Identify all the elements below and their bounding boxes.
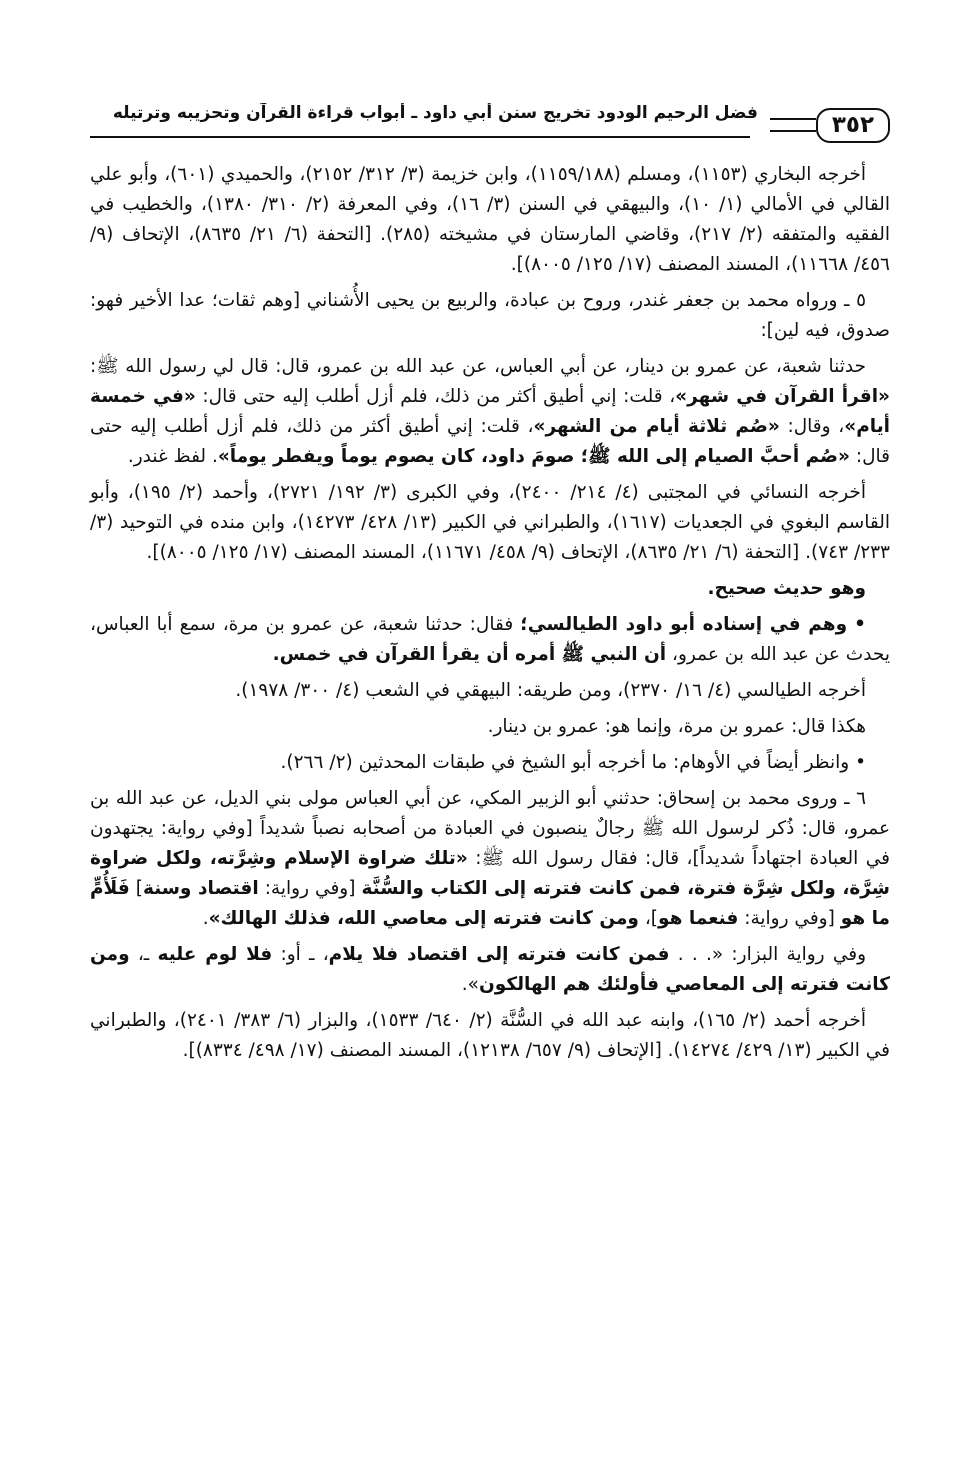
hadith-text: ] bbox=[129, 878, 143, 899]
paragraph-riwaya-6 bbox=[90, 784, 890, 934]
hadith-text: [وفي رواية: bbox=[738, 908, 841, 929]
paragraph-hadith-text bbox=[90, 352, 890, 472]
hadith-text: ـ، bbox=[129, 944, 158, 965]
hadith-quote: فَلَأُمٍّ ما هو bbox=[90, 878, 890, 929]
hadith-text: [وفي رواية: bbox=[258, 878, 362, 899]
hadith-quote: «في خمسة أيام» bbox=[90, 386, 891, 437]
hadith-quote: ومن كانت فترته إلى معاصي الله، فذلك الهالك» bbox=[208, 908, 639, 929]
hadith-quote: «صُم أحبَّ الصيام إلى الله ﷺ؛ صومَ داود، كان يصوم يوماً ويفطر يوماً» bbox=[217, 446, 850, 467]
header-divider bbox=[90, 136, 750, 138]
hadith-text: ، وقال: bbox=[779, 416, 845, 437]
hadith-quote: ومن كانت فترته إلى المعاصي فأولئك هم الهالكون bbox=[90, 944, 890, 995]
running-title: فضل الرحيم الودود تخريج سنن أبي داود ـ أبواب قراءة القرآن وتحزيبه وترتيله bbox=[112, 103, 758, 123]
hadith-quote: «صُم ثلاثة أيام من الشهر» bbox=[533, 416, 780, 437]
hadith-text: . bbox=[202, 908, 209, 929]
paragraph-see-also: • وانظر أيضاً في الأوهام: ما أخرجه أبو الشيخ في طبقات المحدثين (٢/ ٢٦٦). bbox=[280, 752, 866, 773]
paragraph-takhrij-1: أخرجه البخاري (١١٥٣)، ومسلم (١١٥٩/١٨٨)، وابن خزيمة (٣/ ٣١٢/ ٢١٥٢)، والحميدي (٦٠١)، وأبو علي القالي في الأمالي (١/ ١٠)، والبيهقي في السنن (٣/ ١٦)، وفي المعرفة (٢/ ٣١٠/ ١٣٨٠)، والخطيب في الفقيه والمتفقه (٢/ ٢١٧)، وقاضي المارستان في مشيخته (٢٨٥). [التحفة (٦/ ٢١/ ٨٦٣٥)، الإتحاف (٩/ ٤٥٦/ ١١٦٦٨)، المسند المصنف (١٧/ ١٢٥/ ٨٠٠٥)]. bbox=[90, 164, 891, 275]
hadith-text: ، ـ أو: bbox=[272, 944, 329, 965]
page-number-frame bbox=[766, 108, 890, 143]
wahm-quote: أن النبي ﷺ أمره أن يقرأ القرآن في خمس. bbox=[272, 644, 667, 665]
hadith-quote: اقتصاد وسنة bbox=[142, 878, 259, 899]
paragraph-wahm bbox=[90, 610, 890, 670]
hadith-quote: «اقرأ القرآن في شهر» bbox=[675, 386, 891, 407]
paragraph-takhrij-3: أخرجه الطيالسي (٤/ ١٦/ ٢٣٧٠)، ومن طريقه: البيهقي في الشعب (٤/ ٣٠٠/ ١٩٧٨). bbox=[235, 680, 866, 701]
hadith-text: ، قلت: إني أطيق أكثر من ذلك، فلم أزل أطلب إليه حتى قال: bbox=[90, 416, 890, 467]
wahm-heading: وهم في إسناده أبو داود الطيالسي؛ bbox=[520, 614, 848, 635]
page-number: ٣٥٢ bbox=[816, 108, 890, 143]
paragraph-verdict: وهو حديث صحيح. bbox=[707, 578, 866, 599]
hadith-text: ، قلت: إني أطيق أكثر من ذلك، فلم أزل أطلب إليه حتى قال: bbox=[195, 386, 676, 407]
bullet-mark: • bbox=[854, 614, 866, 635]
hadith-quote: فلا لوم عليه bbox=[157, 944, 273, 965]
page-number-ornament bbox=[770, 118, 816, 132]
main-text bbox=[90, 160, 890, 1072]
bazzar-intro: وفي رواية البزار: «. . . bbox=[669, 944, 867, 965]
paragraph-takhrij-2: أخرجه النسائي في المجتبى (٤/ ٢١٤/ ٢٤٠٠)، وفي الكبرى (٣/ ١٩٢/ ٢٧٢١)، وأحمد (٢/ ١٩٥)، وأبو القاسم البغوي في الجعديات (١٦١٧)، والطبراني في الكبير (١٣/ ٤٢٨/ ١٤٢٧٣)، وابن منده في التوحيد (٣/ ٢٣٣/ ٧٤٣). [التحفة (٦/ ٢١/ ٨٦٣٥)، الإتحاف (٩/ ٤٥٨/ ١١٦٧١)، المسند المصنف (١٧/ ١٢٥/ ٨٠٠٥)]. bbox=[90, 482, 890, 563]
hadith-text: ]، bbox=[638, 908, 659, 929]
paragraph-note: هكذا قال: عمرو بن مرة، وإنما هو: عمرو بن دينار. bbox=[487, 716, 866, 737]
hadith-chain: ٦ ـ وروى محمد بن إسحاق: حدثني أبو الزبير المكي، عن أبي العباس مولى بني الديل، عن عبد الله بن عمرو، قال: ذُكر لرسول الله ﷺ رجالٌ ينصبون في العبادة من أصحابه نصباً شديداً [وفي رواية: يجتهدون في العبادة اجتهاداً شديداً]، قال: فقال رسول الله ﷺ: bbox=[90, 788, 890, 869]
wahm-text: فقال: حدثنا شعبة، عن عمرو بن مرة، سمع أبا العباس، يحدث عن عبد الله بن عمرو، bbox=[90, 614, 890, 665]
hadith-chain: حدثنا شعبة، عن عمرو بن دينار، عن أبي العباس، عن عبد الله بن عمرو، قال: قال لي رسول الله ﷺ: bbox=[90, 356, 866, 377]
hadith-text: ». bbox=[461, 974, 479, 995]
hadith-quote: فمن كانت فترته إلى اقتصاد فلا يلام bbox=[328, 944, 670, 965]
hadith-text: . لفظ غندر. bbox=[127, 446, 218, 467]
page-header bbox=[90, 96, 890, 154]
paragraph-riwaya-5: ٥ ـ ورواه محمد بن جعفر غندر، وروح بن عبادة، والربيع بن يحيى الأُشناني [وهم ثقات؛ عدا الأخير فهو: صدوق، فيه لين]: bbox=[90, 290, 890, 341]
paragraph-takhrij-4: أخرجه أحمد (٢/ ١٦٥)، وابنه عبد الله في السُّنَّة (٢/ ٦٤٠/ ١٥٣٣)، والبزار (٦/ ٣٨٣/ ٢٤٠١)، والطبراني في الكبير (١٣/ ٤٢٩/ ١٤٢٧٤). [الإتحاف (٩/ ٦٥٧/ ١٢١٣٨)، المسند المصنف (١٧/ ٤٩٨/ ٨٣٣٤)]. bbox=[90, 1010, 890, 1061]
hadith-quote: «تلك ضراوة الإسلام وشِرَّته، ولكل ضراوة شِرَّة، ولكل شِرَّة فترة، فمن كانت فترته إلى الكتاب والسُّنَّة bbox=[90, 848, 890, 899]
hadith-quote: فنعما هو bbox=[658, 908, 739, 929]
paragraph-bazzar bbox=[90, 940, 890, 1000]
